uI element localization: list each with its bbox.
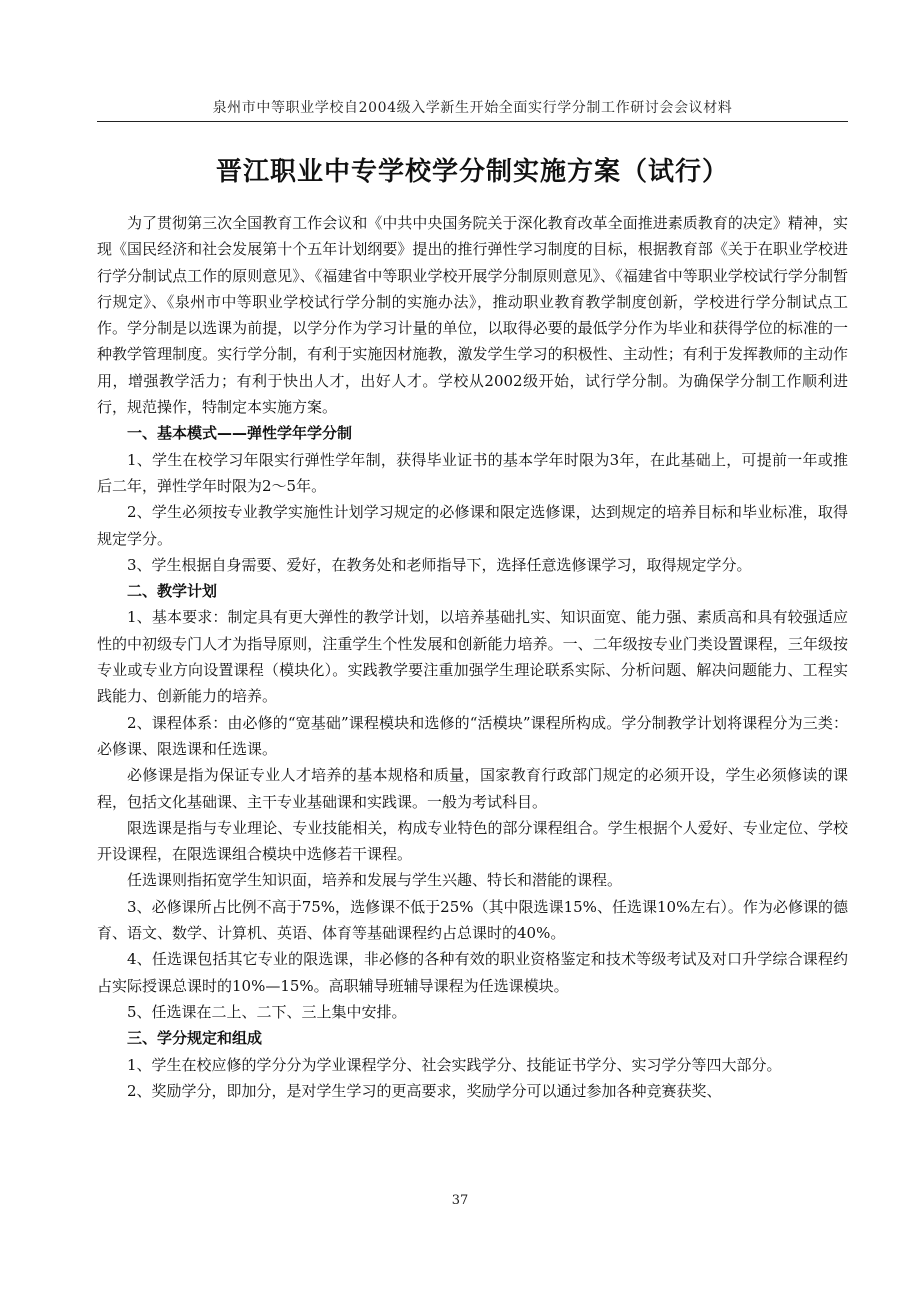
section-heading-basic-mode: 一、基本模式——弹性学年学分制 (127, 424, 353, 443)
running-header: 泉州市中等职业学校自2004级入学新生开始全面实行学分制工作研讨会会议材料 (212, 100, 733, 116)
paragraph: 2、课程体系：由必修的“宽基础”课程模块和选修的“活模块”课程所构成。学分制教学计划将课程分为三类：必修课、限选课和任选课。 (97, 713, 848, 758)
paragraph: 2、奖励学分，即加分，是对学生学习的更高要求，奖励学分可以通过参加各种竞赛获奖、 (127, 1081, 722, 1100)
paragraph: 1、学生在校学习年限实行弹性学年制，获得毕业证书的基本学年时限为3年，在此基础上，可提前一年或推后二年，弹性学年时限为2～5年。 (97, 450, 848, 495)
intro-paragraph: 为了贯彻第三次全国教育工作会议和《中共中央国务院关于深化教育改革全面推进素质教育的决定》精神，实现《国民经济和社会发展第十个五年计划纲要》提出的推行弹性学习制度的目标，根据教育部《关于在职业学校进行学分制试点工作的原则意见》、《福建省中等职业学校开展学分制原则意见》、《福建省中等职业学校试行学分制暂行规定》、《泉州市中等职业学校试行学分制的实施办法》，推动职业教育教学制度创新，学校进行学分制试点工作。学分制是以选课为前提，以学分作为学习计量的单位，以取得必要的最低学分作为毕业和获得学位的标准的一种教学管理制度。实行学分制，有利于实施因材施教，激发学生学习的积极性、主动性；有利于发挥教师的主动作用，增强教学活力；有利于快出人才，出好人才。学校从2002级开始，试行学分制。为确保学分制工作顺利进行，规范操作，特制定本实施方案。 (97, 214, 848, 417)
page-number: 37 (451, 1193, 469, 1208)
section-heading-credit-rules: 三、学分规定和组成 (127, 1029, 263, 1048)
paragraph: 1、学生在校应修的学分分为学业课程学分、社会实践学分、技能证书学分、实习学分等四大部分。 (127, 1055, 782, 1074)
paragraph: 3、必修课所占比例不高于75%，选修课不低于25%（其中限选课15%、任选课10%左右）。作为必修课的德育、语文、数学、计算机、英语、体育等基础课程约占总课时的40%。 (97, 897, 848, 943)
section-heading-teaching-plan: 二、教学计划 (127, 582, 218, 601)
paragraph: 1、基本要求：制定具有更大弹性的教学计划，以培养基础扎实、知识面宽、能力强、素质高和具有较强适应性的中初级专门人才为指导原则，注重学生个性发展和创新能力培养。一、二年级按专业门类设置课程，三年级按专业或专业方向设置课程（模块化）。实践教学要注重加强学生理论联系实际、分析问题、解决问题能力、工程实践能力、创新能力的培养。 (97, 608, 848, 706)
document-body (97, 210, 848, 1104)
paragraph: 4、任选课包括其它专业的限选课，非必修的各种有效的职业资格鉴定和技术等级考试及对口升学综合课程约占实际授课总课时的10%—15%。高职辅导班辅导课程为任选课模块。 (97, 950, 848, 995)
paragraph: 3、学生根据自身需要、爱好，在教务处和老师指导下，选择任意选修课学习，取得规定学分。 (127, 555, 752, 574)
paragraph: 5、任选课在二上、二下、三上集中安排。 (127, 1002, 407, 1021)
paragraph: 任选课则指拓宽学生知识面，培养和发展与学生兴趣、特长和潜能的课程。 (127, 871, 623, 890)
paragraph: 必修课是指为保证专业人才培养的基本规格和质量，国家教育行政部门规定的必须开设，学生必须修读的课程，包括文化基础课、主干专业基础课和实践课。一般为考试科目。 (97, 766, 848, 811)
paragraph: 2、学生必须按专业教学实施性计划学习规定的必修课和限定选修课，达到规定的培养目标和毕业标准，取得规定学分。 (97, 503, 848, 548)
paragraph: 限选课是指与专业理论、专业技能相关，构成专业特色的部分课程组合。学生根据个人爱好、专业定位、学校开设课程，在限选课组合模块中选修若干课程。 (97, 818, 848, 864)
document-title: 晋江职业中专学校学分制实施方案（试行） (215, 157, 729, 187)
header-divider (97, 121, 848, 122)
